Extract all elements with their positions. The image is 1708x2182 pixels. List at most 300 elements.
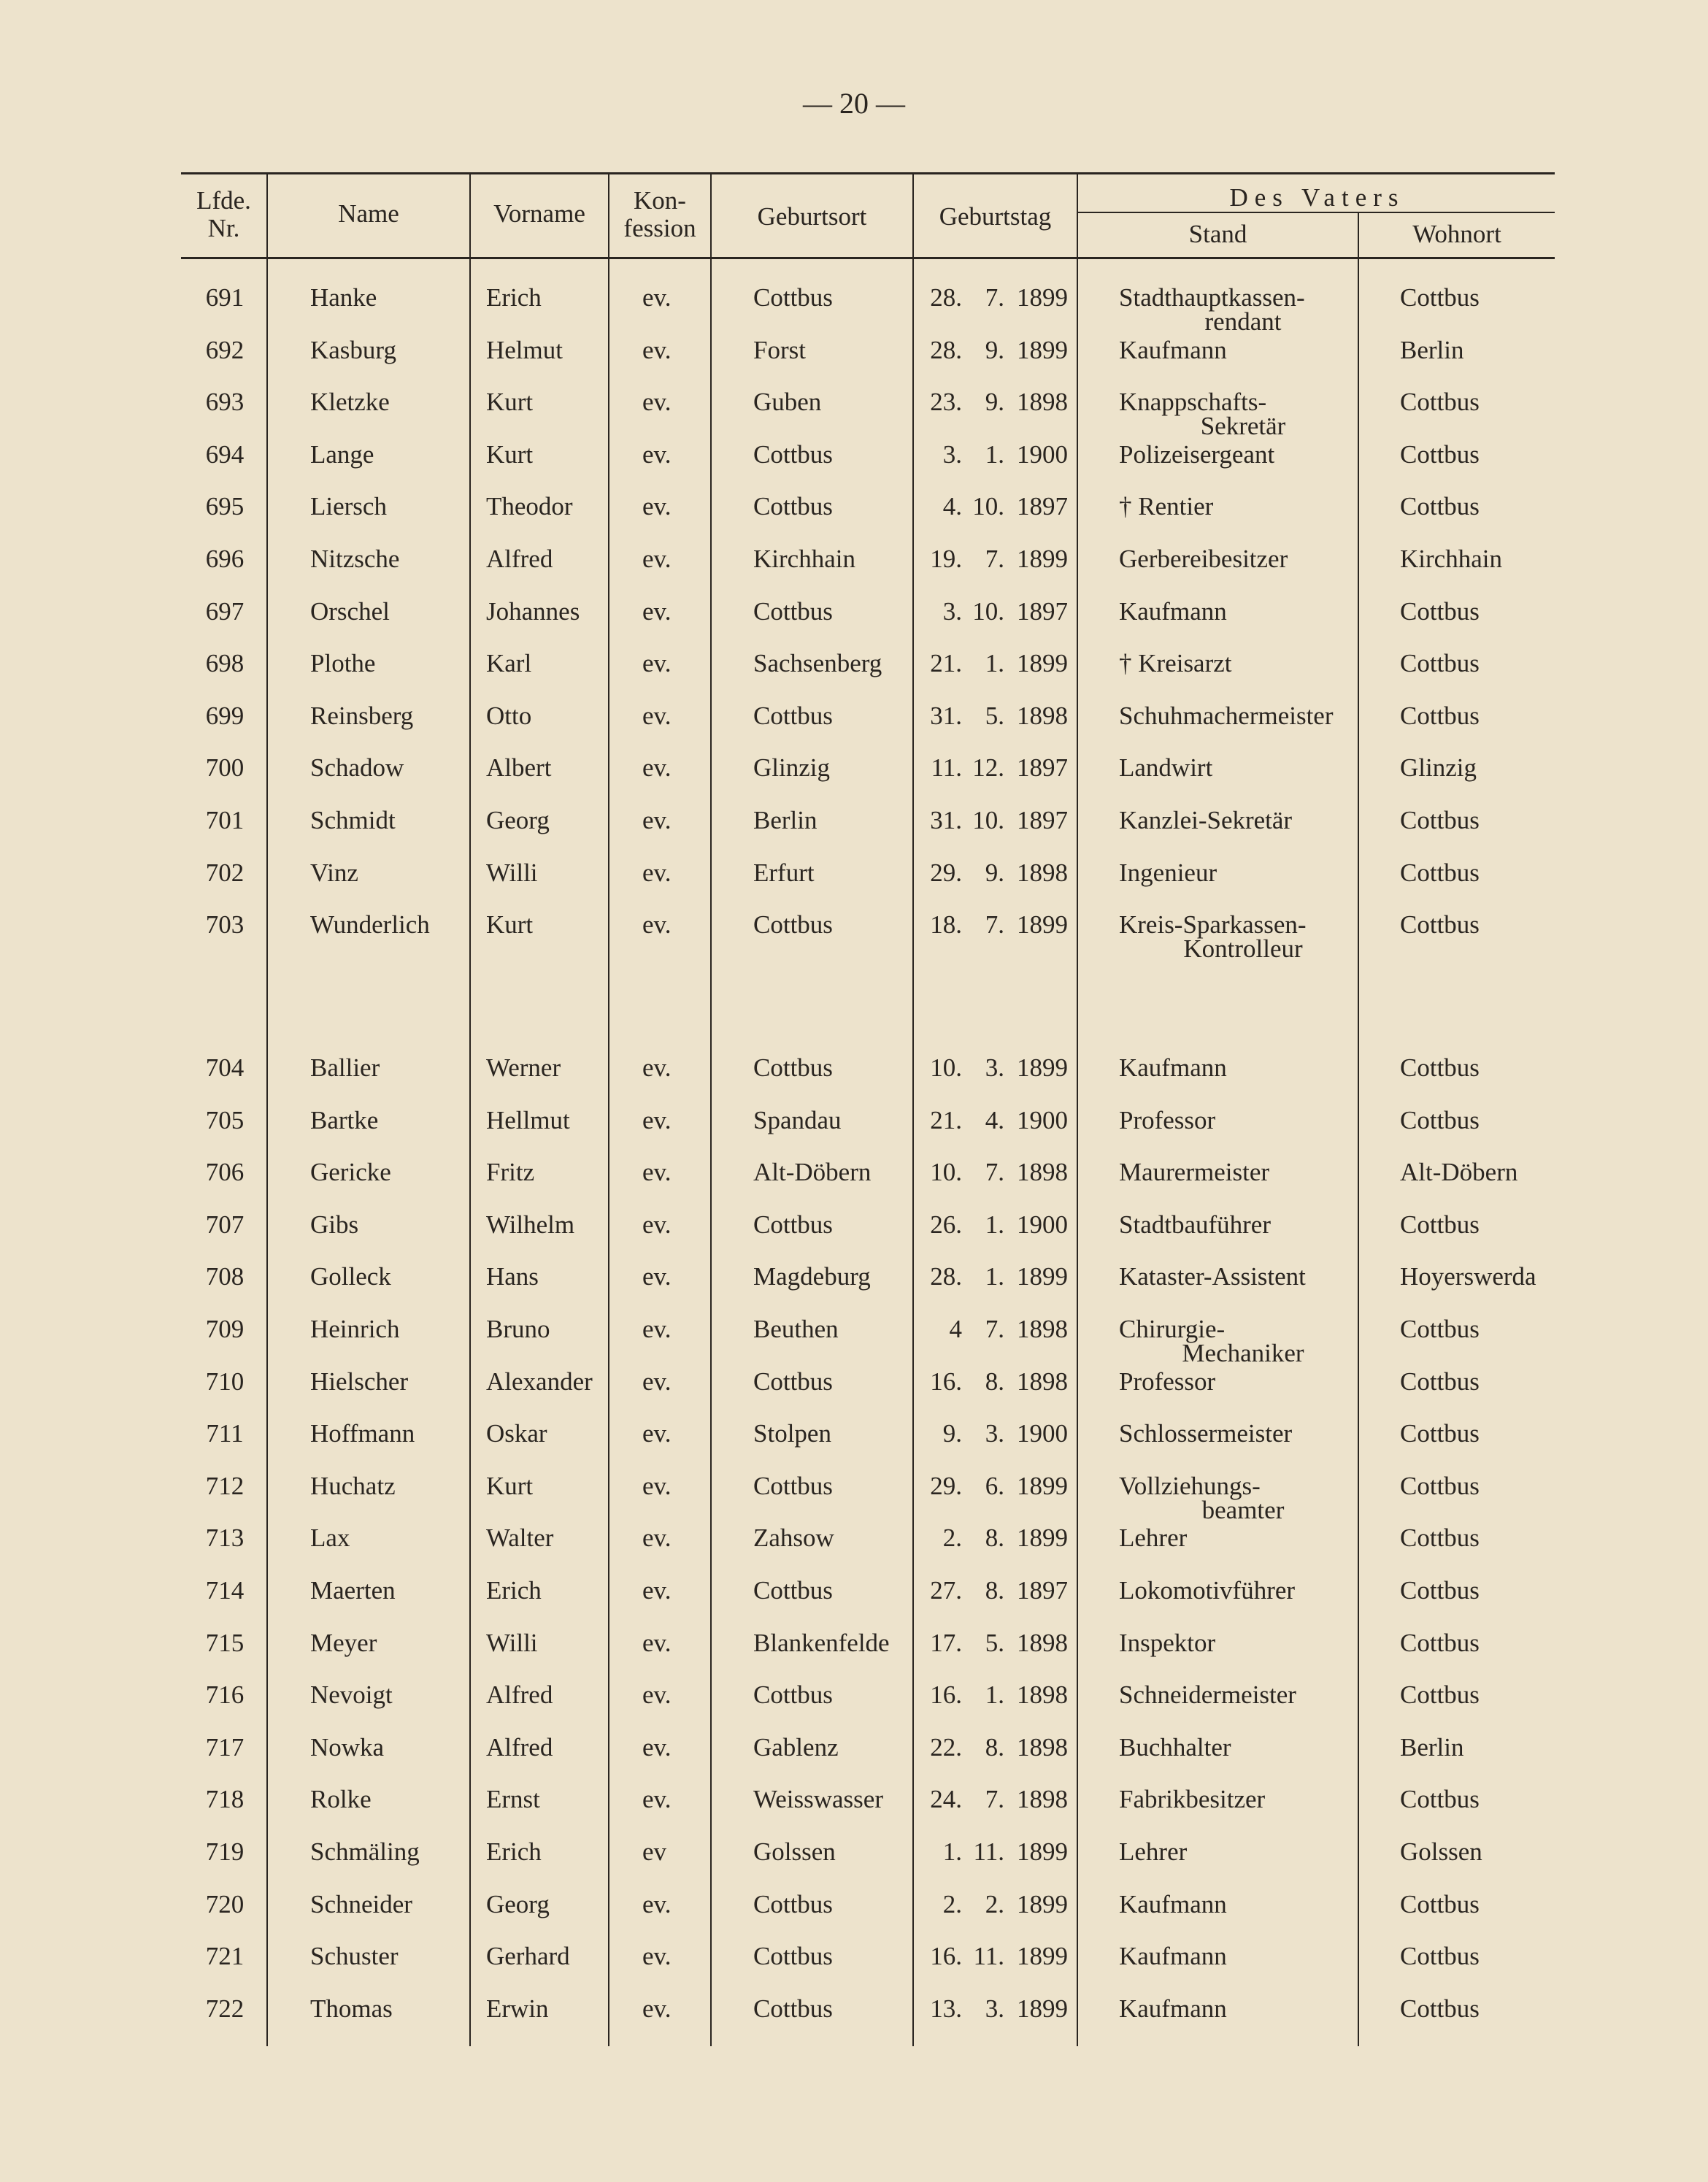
row-birth-day: 29. bbox=[930, 858, 962, 887]
row-birth-year: 1899 bbox=[1017, 1942, 1068, 1971]
row-geburtsort: Glinzig bbox=[753, 753, 830, 783]
row-vorname: Helmut bbox=[486, 335, 563, 364]
row-stand: Schuhmachermeister bbox=[1119, 701, 1334, 730]
row-birth-day: 31. bbox=[930, 701, 962, 730]
row-birth-year: 1900 bbox=[1017, 1105, 1068, 1134]
header-geburtsort: Geburtsort bbox=[757, 202, 867, 231]
row-number: 704 bbox=[205, 1053, 245, 1082]
row-stand: Kaufmann bbox=[1119, 1889, 1227, 1918]
row-birth-day: 21. bbox=[930, 1105, 962, 1134]
row-name: Kasburg bbox=[310, 335, 396, 364]
row-name: Reinsberg bbox=[310, 701, 414, 730]
row-wohnort: Cottbus bbox=[1400, 1419, 1480, 1448]
row-konfession: ev. bbox=[642, 545, 672, 573]
row-birth-day: 24. bbox=[930, 1785, 962, 1814]
row-birth-day: 3. bbox=[942, 439, 962, 469]
row-geburtsort: Guben bbox=[753, 388, 822, 417]
row-vorname: Albert bbox=[486, 753, 552, 783]
row-geburtsort: Forst bbox=[753, 335, 806, 364]
row-name: Nitzsche bbox=[310, 545, 400, 573]
row-number: 716 bbox=[205, 1680, 245, 1710]
row-konfession: ev. bbox=[642, 335, 672, 364]
row-birth-day: 11. bbox=[931, 753, 962, 783]
row-stand: Stadtbauführer bbox=[1119, 1210, 1271, 1239]
row-stand: Polizeisergeant bbox=[1119, 439, 1275, 469]
row-birth-month: 1. bbox=[985, 1210, 1004, 1239]
row-name: Maerten bbox=[310, 1576, 396, 1605]
row-birth-year: 1900 bbox=[1017, 1210, 1068, 1239]
row-stand-continuation: Sekretär bbox=[1200, 412, 1286, 441]
row-stand: Knappschafts- bbox=[1119, 388, 1267, 417]
col-divider bbox=[469, 174, 471, 2046]
row-birth-month: 7. bbox=[985, 910, 1004, 940]
header-wohnort: Wohnort bbox=[1412, 220, 1501, 248]
row-vorname: Erich bbox=[486, 283, 542, 312]
row-wohnort: Cottbus bbox=[1400, 910, 1480, 940]
row-wohnort: Cottbus bbox=[1400, 701, 1480, 730]
row-number: 708 bbox=[205, 1262, 245, 1291]
row-birth-year: 1899 bbox=[1017, 649, 1068, 678]
col-divider bbox=[1358, 213, 1359, 2046]
row-name: Plothe bbox=[310, 649, 376, 678]
row-stand: Lokomotivführer bbox=[1119, 1576, 1296, 1605]
row-wohnort: Cottbus bbox=[1400, 1785, 1480, 1814]
row-wohnort: Cottbus bbox=[1400, 1576, 1480, 1605]
row-wohnort: Hoyerswerda bbox=[1400, 1262, 1536, 1291]
row-konfession: ev bbox=[642, 1837, 667, 1866]
row-vorname: Werner bbox=[486, 1053, 561, 1082]
row-geburtsort: Beuthen bbox=[753, 1315, 839, 1343]
row-birth-month: 4. bbox=[985, 1105, 1004, 1134]
row-stand-continuation: Kontrolleur bbox=[1183, 934, 1303, 964]
row-birth-day: 16. bbox=[930, 1680, 962, 1710]
row-number: 695 bbox=[205, 492, 245, 521]
row-birth-day: 18. bbox=[930, 910, 962, 940]
row-birth-year: 1897 bbox=[1017, 1576, 1068, 1605]
row-stand: Stadthauptkassen- bbox=[1119, 283, 1305, 312]
row-geburtsort: Cottbus bbox=[753, 1994, 833, 2023]
row-number: 703 bbox=[205, 910, 245, 940]
row-stand-continuation: beamter bbox=[1201, 1495, 1285, 1524]
row-number: 698 bbox=[205, 649, 245, 678]
row-birth-day: 17. bbox=[930, 1628, 962, 1657]
row-number: 714 bbox=[205, 1576, 245, 1605]
row-wohnort: Cottbus bbox=[1400, 1680, 1480, 1710]
row-stand: † Rentier bbox=[1119, 492, 1214, 521]
header-konfession: Kon- fession bbox=[623, 186, 696, 242]
row-stand-continuation: rendant bbox=[1204, 307, 1282, 336]
row-name: Lange bbox=[310, 439, 374, 469]
row-vorname: Alexander bbox=[486, 1367, 593, 1396]
row-vorname: Alfred bbox=[486, 1680, 553, 1710]
row-stand: Lehrer bbox=[1119, 1837, 1188, 1866]
row-birth-year: 1897 bbox=[1017, 806, 1068, 834]
row-birth-month: 1. bbox=[985, 1680, 1004, 1710]
row-name: Schmäling bbox=[310, 1837, 420, 1866]
row-geburtsort: Cottbus bbox=[753, 283, 833, 312]
row-konfession: ev. bbox=[642, 1942, 672, 1971]
row-number: 719 bbox=[205, 1837, 245, 1866]
row-birth-day: 4 bbox=[949, 1315, 962, 1343]
row-number: 711 bbox=[206, 1419, 244, 1448]
row-vorname: Erwin bbox=[486, 1994, 549, 2023]
row-name: Gericke bbox=[310, 1158, 391, 1187]
row-konfession: ev. bbox=[642, 1680, 672, 1710]
row-birth-year: 1898 bbox=[1017, 388, 1068, 417]
col-divider bbox=[608, 174, 609, 2046]
col-divider bbox=[1077, 174, 1078, 2046]
row-birth-day: 13. bbox=[930, 1994, 962, 2023]
row-birth-day: 28. bbox=[930, 335, 962, 364]
row-geburtsort: Cottbus bbox=[753, 701, 833, 730]
row-number: 720 bbox=[205, 1889, 245, 1918]
row-number: 718 bbox=[205, 1785, 245, 1814]
row-number: 705 bbox=[205, 1105, 245, 1134]
row-birth-day: 10. bbox=[930, 1158, 962, 1187]
row-birth-year: 1899 bbox=[1017, 1053, 1068, 1082]
row-geburtsort: Golssen bbox=[753, 1837, 836, 1866]
row-stand: Vollziehungs- bbox=[1119, 1471, 1261, 1500]
row-number: 692 bbox=[205, 335, 245, 364]
row-konfession: ev. bbox=[642, 753, 672, 783]
row-geburtsort: Cottbus bbox=[753, 492, 833, 521]
row-birth-year: 1900 bbox=[1017, 1419, 1068, 1448]
row-stand-continuation: Mechaniker bbox=[1182, 1339, 1304, 1367]
row-wohnort: Cottbus bbox=[1400, 1053, 1480, 1082]
row-wohnort: Cottbus bbox=[1400, 492, 1480, 521]
row-stand: Fabrikbesitzer bbox=[1119, 1785, 1266, 1814]
row-number: 696 bbox=[205, 545, 245, 573]
row-birth-day: 9. bbox=[942, 1419, 962, 1448]
row-stand: Buchhalter bbox=[1119, 1732, 1231, 1762]
row-birth-day: 31. bbox=[930, 806, 962, 834]
col-divider bbox=[912, 174, 914, 2046]
row-birth-year: 1897 bbox=[1017, 596, 1068, 626]
row-geburtsort: Cottbus bbox=[753, 439, 833, 469]
row-geburtsort: Zahsow bbox=[753, 1524, 834, 1553]
row-stand: Inspektor bbox=[1119, 1628, 1216, 1657]
row-birth-year: 1898 bbox=[1017, 1628, 1068, 1657]
row-birth-year: 1900 bbox=[1017, 439, 1068, 469]
row-birth-day: 4. bbox=[942, 492, 962, 521]
row-birth-year: 1899 bbox=[1017, 910, 1068, 940]
row-birth-month: 7. bbox=[985, 1785, 1004, 1814]
row-geburtsort: Spandau bbox=[753, 1105, 842, 1134]
row-geburtsort: Stolpen bbox=[753, 1419, 831, 1448]
row-number: 706 bbox=[205, 1158, 245, 1187]
row-birth-day: 28. bbox=[930, 283, 962, 312]
row-birth-day: 28. bbox=[930, 1262, 962, 1291]
row-name: Orschel bbox=[310, 596, 390, 626]
row-wohnort: Berlin bbox=[1400, 1732, 1464, 1762]
row-number: 707 bbox=[205, 1210, 245, 1239]
row-wohnort: Cottbus bbox=[1400, 806, 1480, 834]
row-vorname: Willi bbox=[486, 858, 538, 887]
row-number: 702 bbox=[205, 858, 245, 887]
row-birth-year: 1899 bbox=[1017, 545, 1068, 573]
row-birth-day: 19. bbox=[930, 545, 962, 573]
row-birth-day: 1. bbox=[942, 1837, 962, 1866]
row-konfession: ev. bbox=[642, 1785, 672, 1814]
row-stand: Maurermeister bbox=[1119, 1158, 1270, 1187]
row-vorname: Alfred bbox=[486, 545, 553, 573]
row-birth-month: 11. bbox=[973, 1837, 1004, 1866]
row-birth-year: 1897 bbox=[1017, 753, 1068, 783]
row-konfession: ev. bbox=[642, 388, 672, 417]
row-birth-day: 16. bbox=[930, 1942, 962, 1971]
row-birth-month: 2. bbox=[985, 1889, 1004, 1918]
row-vorname: Kurt bbox=[486, 1471, 534, 1500]
page-number: — 20 — bbox=[803, 87, 905, 120]
row-vorname: Kurt bbox=[486, 388, 534, 417]
row-wohnort: Cottbus bbox=[1400, 596, 1480, 626]
header-lfde: Lfde. Nr. bbox=[196, 186, 251, 242]
row-birth-year: 1899 bbox=[1017, 1524, 1068, 1553]
row-stand: Professor bbox=[1119, 1105, 1216, 1134]
row-konfession: ev. bbox=[642, 1367, 672, 1396]
row-konfession: ev. bbox=[642, 1210, 672, 1239]
row-name: Golleck bbox=[310, 1262, 391, 1291]
row-geburtsort: Cottbus bbox=[753, 1889, 833, 1918]
row-wohnort: Cottbus bbox=[1400, 649, 1480, 678]
row-stand: Kaufmann bbox=[1119, 1942, 1227, 1971]
row-birth-month: 9. bbox=[985, 858, 1004, 887]
row-vorname: Oskar bbox=[486, 1419, 547, 1448]
row-vorname: Georg bbox=[486, 1889, 550, 1918]
row-name: Meyer bbox=[310, 1628, 377, 1657]
row-wohnort: Cottbus bbox=[1400, 388, 1480, 417]
row-birth-year: 1898 bbox=[1017, 701, 1068, 730]
row-birth-month: 3. bbox=[985, 1053, 1004, 1082]
row-birth-month: 10. bbox=[972, 492, 1004, 521]
row-konfession: ev. bbox=[642, 1158, 672, 1187]
col-divider bbox=[710, 174, 712, 2046]
row-stand: Professor bbox=[1119, 1367, 1216, 1396]
row-birth-day: 29. bbox=[930, 1471, 962, 1500]
row-number: 710 bbox=[205, 1367, 245, 1396]
row-name: Gibs bbox=[310, 1210, 359, 1239]
row-number: 693 bbox=[205, 388, 245, 417]
row-birth-year: 1898 bbox=[1017, 1680, 1068, 1710]
row-konfession: ev. bbox=[642, 1105, 672, 1134]
row-birth-month: 7. bbox=[985, 545, 1004, 573]
row-birth-month: 11. bbox=[973, 1942, 1004, 1971]
row-wohnort: Kirchhain bbox=[1400, 545, 1502, 573]
row-geburtsort: Cottbus bbox=[753, 1942, 833, 1971]
row-number: 713 bbox=[205, 1524, 245, 1553]
row-konfession: ev. bbox=[642, 858, 672, 887]
row-birth-month: 5. bbox=[985, 1628, 1004, 1657]
row-birth-year: 1899 bbox=[1017, 1889, 1068, 1918]
row-vorname: Alfred bbox=[486, 1732, 553, 1762]
header-geburtstag: Geburtstag bbox=[939, 202, 1052, 231]
row-birth-year: 1898 bbox=[1017, 1315, 1068, 1343]
row-birth-month: 10. bbox=[972, 596, 1004, 626]
row-geburtsort: Cottbus bbox=[753, 596, 833, 626]
header-des-vaters: Des Vaters bbox=[1229, 183, 1405, 212]
row-birth-year: 1899 bbox=[1017, 1994, 1068, 2023]
row-birth-year: 1899 bbox=[1017, 335, 1068, 364]
row-stand: Kaufmann bbox=[1119, 596, 1227, 626]
row-birth-month: 8. bbox=[985, 1576, 1004, 1605]
row-wohnort: Cottbus bbox=[1400, 1942, 1480, 1971]
row-birth-month: 1. bbox=[985, 1262, 1004, 1291]
row-konfession: ev. bbox=[642, 1419, 672, 1448]
row-wohnort: Golssen bbox=[1400, 1837, 1482, 1866]
row-konfession: ev. bbox=[642, 1628, 672, 1657]
row-wohnort: Cottbus bbox=[1400, 439, 1480, 469]
row-vorname: Karl bbox=[486, 649, 532, 678]
row-stand: Kanzlei-Sekretär bbox=[1119, 806, 1293, 834]
row-birth-month: 12. bbox=[972, 753, 1004, 783]
row-wohnort: Cottbus bbox=[1400, 858, 1480, 887]
row-birth-year: 1899 bbox=[1017, 1837, 1068, 1866]
row-stand: Landwirt bbox=[1119, 753, 1213, 783]
row-geburtsort: Cottbus bbox=[753, 1576, 833, 1605]
row-name: Rolke bbox=[310, 1785, 372, 1814]
row-konfession: ev. bbox=[642, 1262, 672, 1291]
row-number: 721 bbox=[205, 1942, 245, 1971]
row-vorname: Erich bbox=[486, 1576, 542, 1605]
row-number: 699 bbox=[205, 701, 245, 730]
row-birth-day: 10. bbox=[930, 1053, 962, 1082]
row-name: Schadow bbox=[310, 753, 404, 783]
row-vorname: Johannes bbox=[486, 596, 580, 626]
row-birth-month: 1. bbox=[985, 439, 1004, 469]
row-name: Kletzke bbox=[310, 388, 390, 417]
row-vorname: Otto bbox=[486, 701, 532, 730]
row-geburtsort: Weisswasser bbox=[753, 1785, 883, 1814]
row-geburtsort: Blankenfelde bbox=[753, 1628, 890, 1657]
row-stand: Schlossermeister bbox=[1119, 1419, 1293, 1448]
row-wohnort: Cottbus bbox=[1400, 1628, 1480, 1657]
row-name: Vinz bbox=[310, 858, 358, 887]
row-geburtsort: Kirchhain bbox=[753, 545, 855, 573]
row-geburtsort: Cottbus bbox=[753, 910, 833, 940]
row-name: Nowka bbox=[310, 1732, 385, 1762]
row-birth-day: 22. bbox=[930, 1732, 962, 1762]
row-name: Ballier bbox=[310, 1053, 380, 1082]
row-stand: Kaufmann bbox=[1119, 1053, 1227, 1082]
row-name: Schneider bbox=[310, 1889, 412, 1918]
row-stand: Gerbereibesitzer bbox=[1119, 545, 1288, 573]
header-bottom-rule bbox=[181, 257, 1555, 259]
row-birth-month: 8. bbox=[985, 1367, 1004, 1396]
row-wohnort: Cottbus bbox=[1400, 1105, 1480, 1134]
row-geburtsort: Alt-Döbern bbox=[753, 1158, 872, 1187]
row-vorname: Ernst bbox=[486, 1785, 540, 1814]
row-birth-year: 1898 bbox=[1017, 1367, 1068, 1396]
row-geburtsort: Erfurt bbox=[753, 858, 815, 887]
row-name: Liersch bbox=[310, 492, 387, 521]
row-konfession: ev. bbox=[642, 1732, 672, 1762]
row-name: Hielscher bbox=[310, 1367, 409, 1396]
row-stand: Kaufmann bbox=[1119, 1994, 1227, 2023]
row-name: Lax bbox=[310, 1524, 350, 1553]
table-top-rule bbox=[181, 172, 1555, 174]
row-konfession: ev. bbox=[642, 439, 672, 469]
row-birth-month: 5. bbox=[985, 701, 1004, 730]
row-konfession: ev. bbox=[642, 1053, 672, 1082]
row-name: Schuster bbox=[310, 1942, 399, 1971]
row-birth-year: 1898 bbox=[1017, 858, 1068, 887]
row-geburtsort: Cottbus bbox=[753, 1471, 833, 1500]
row-birth-month: 7. bbox=[985, 1158, 1004, 1187]
row-birth-day: 27. bbox=[930, 1576, 962, 1605]
row-birth-year: 1899 bbox=[1017, 1262, 1068, 1291]
row-birth-month: 9. bbox=[985, 388, 1004, 417]
row-birth-year: 1899 bbox=[1017, 1471, 1068, 1500]
row-birth-year: 1899 bbox=[1017, 283, 1068, 312]
row-konfession: ev. bbox=[642, 1576, 672, 1605]
row-name: Wunderlich bbox=[310, 910, 430, 940]
row-vorname: Hans bbox=[486, 1262, 539, 1291]
row-name: Thomas bbox=[310, 1994, 393, 2023]
header-name: Name bbox=[338, 199, 399, 228]
row-vorname: Wilhelm bbox=[486, 1210, 575, 1239]
row-vorname: Kurt bbox=[486, 439, 534, 469]
row-name: Heinrich bbox=[310, 1315, 400, 1343]
row-birth-day: 3. bbox=[942, 596, 962, 626]
row-vorname: Willi bbox=[486, 1628, 538, 1657]
row-birth-month: 7. bbox=[985, 283, 1004, 312]
row-name: Bartke bbox=[310, 1105, 379, 1134]
row-number: 709 bbox=[205, 1315, 245, 1343]
row-konfession: ev. bbox=[642, 596, 672, 626]
row-konfession: ev. bbox=[642, 649, 672, 678]
row-number: 712 bbox=[205, 1471, 245, 1500]
row-stand: Chirurgie- bbox=[1119, 1315, 1226, 1343]
row-birth-year: 1897 bbox=[1017, 492, 1068, 521]
row-birth-year: 1898 bbox=[1017, 1158, 1068, 1187]
row-wohnort: Cottbus bbox=[1400, 1315, 1480, 1343]
row-birth-month: 6. bbox=[985, 1471, 1004, 1500]
row-stand: † Kreisarzt bbox=[1119, 649, 1232, 678]
row-name: Hoffmann bbox=[310, 1419, 415, 1448]
row-number: 694 bbox=[205, 439, 245, 469]
row-vorname: Kurt bbox=[486, 910, 534, 940]
row-konfession: ev. bbox=[642, 1889, 672, 1918]
row-stand: Lehrer bbox=[1119, 1524, 1188, 1553]
row-stand: Kataster-Assistent bbox=[1119, 1262, 1306, 1291]
row-birth-month: 3. bbox=[985, 1419, 1004, 1448]
row-wohnort: Cottbus bbox=[1400, 1994, 1480, 2023]
row-number: 715 bbox=[205, 1628, 245, 1657]
row-vorname: Hellmut bbox=[486, 1105, 570, 1134]
row-geburtsort: Cottbus bbox=[753, 1053, 833, 1082]
row-vorname: Fritz bbox=[486, 1158, 535, 1187]
row-geburtsort: Berlin bbox=[753, 806, 818, 834]
row-birth-month: 8. bbox=[985, 1524, 1004, 1553]
row-birth-day: 23. bbox=[930, 388, 962, 417]
row-geburtsort: Sachsenberg bbox=[753, 649, 882, 678]
row-konfession: ev. bbox=[642, 910, 672, 940]
row-konfession: ev. bbox=[642, 283, 672, 312]
row-birth-day: 16. bbox=[930, 1367, 962, 1396]
row-number: 700 bbox=[205, 753, 245, 783]
row-wohnort: Glinzig bbox=[1400, 753, 1477, 783]
row-birth-day: 21. bbox=[930, 649, 962, 678]
row-stand: Schneidermeister bbox=[1119, 1680, 1296, 1710]
row-wohnort: Cottbus bbox=[1400, 1210, 1480, 1239]
row-vorname: Theodor bbox=[486, 492, 573, 521]
row-konfession: ev. bbox=[642, 1471, 672, 1500]
row-konfession: ev. bbox=[642, 806, 672, 834]
row-wohnort: Alt-Döbern bbox=[1400, 1158, 1518, 1187]
row-number: 701 bbox=[205, 806, 245, 834]
row-number: 697 bbox=[205, 596, 245, 626]
row-wohnort: Cottbus bbox=[1400, 283, 1480, 312]
